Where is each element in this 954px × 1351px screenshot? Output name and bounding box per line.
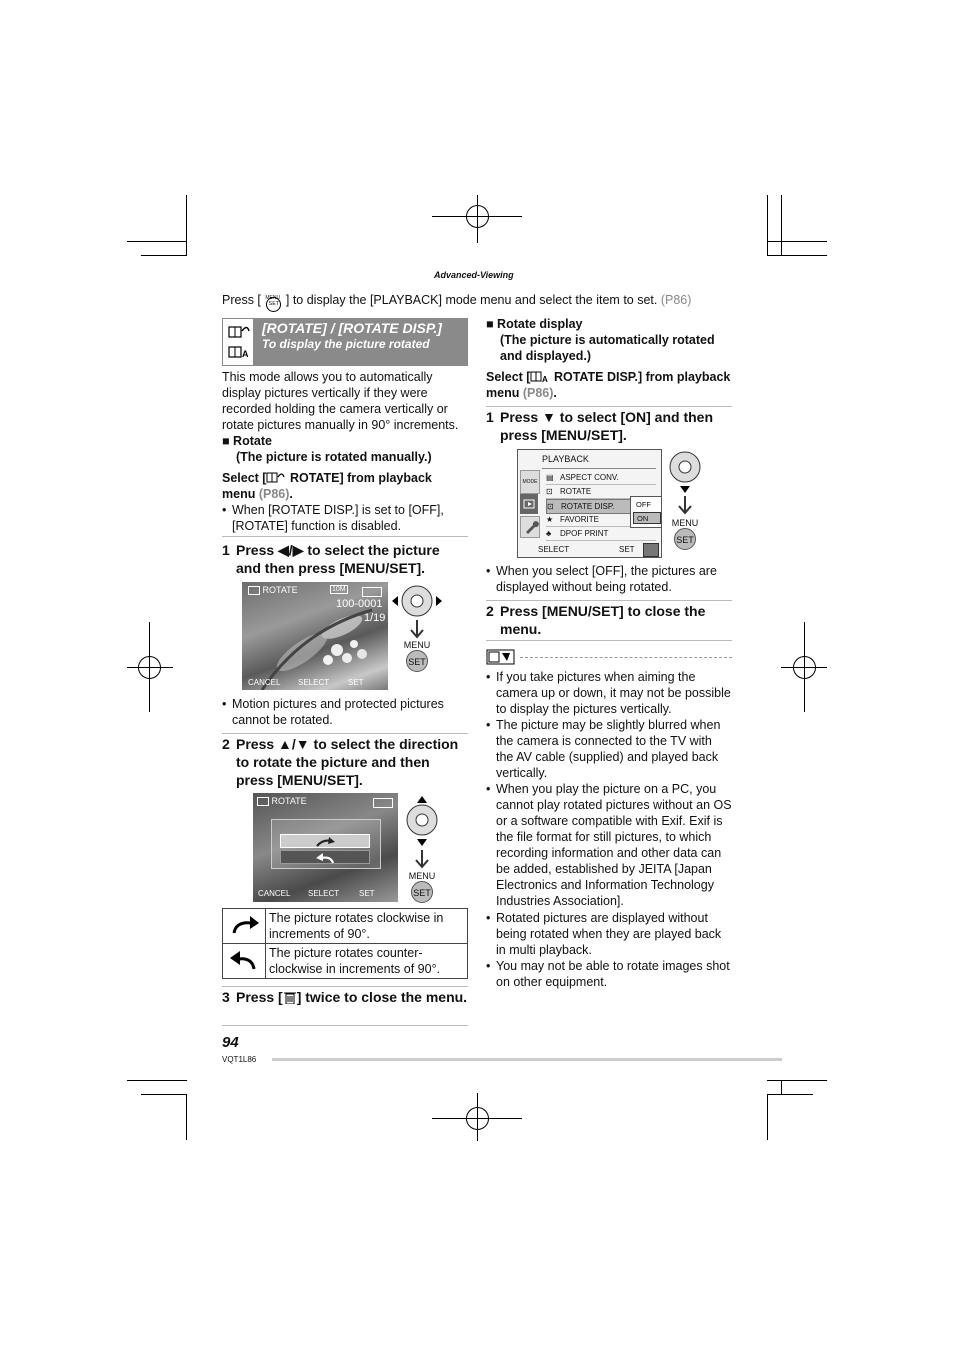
crop-mark [767, 1094, 768, 1140]
crop-mark [767, 1094, 813, 1095]
menu-item-label: DPOF PRINT [560, 529, 609, 538]
note-text: You may not be able to rotate images shot on other equipment. [496, 959, 730, 989]
aspect-icon: ▤ [546, 473, 554, 482]
right-step2-text: Press [MENU/SET] to close the menu. [500, 603, 706, 637]
banner-title: [ROTATE] / [ROTATE DISP.] [262, 320, 442, 336]
select-ref: (P86) [522, 386, 554, 400]
down-arrow-icon [676, 496, 694, 516]
registration-mark [138, 656, 161, 679]
divider [222, 986, 468, 987]
footer-set: SET [619, 545, 635, 554]
table-text-cell: The picture rotates clockwise in increments of 90°. [266, 909, 468, 944]
menu-item-label: FAVORITE [560, 515, 599, 524]
intro-line [222, 292, 691, 309]
battery-icon [373, 798, 393, 808]
rotate-icon [223, 319, 253, 365]
print-icon: ♣ [546, 529, 552, 538]
banner-subtitle: To display the picture rotated [262, 337, 430, 351]
note-icon [486, 649, 516, 666]
registration-mark [466, 1107, 489, 1130]
cursor-pad-up-down [404, 795, 440, 847]
select-suffix: ROTATE] from playback menu [222, 471, 432, 501]
heading-text: Rotate [233, 434, 272, 448]
rotate-display-icon: ⊡ [547, 502, 554, 511]
step3-post: ] twice to close the menu. [296, 989, 468, 1005]
divider [222, 733, 468, 734]
note-divider [520, 657, 732, 658]
footer-select: SELECT [538, 545, 570, 554]
list-item: • When you select [OFF], the pictures are displayed without being rotated. [486, 563, 732, 597]
picture-count: 1/19 [364, 612, 386, 624]
select-end: . [553, 386, 557, 400]
crop-mark [127, 241, 187, 242]
note-text: If you take pictures when aiming the camera up or down, it may not be possible to display the pictures vertically. [496, 670, 731, 716]
crop-mark [767, 255, 827, 256]
footer-select: SELECT [308, 889, 340, 898]
playback-tab[interactable] [520, 494, 538, 514]
table-icon-cell [223, 944, 266, 979]
divider [486, 600, 732, 601]
table-row [223, 944, 468, 979]
select-rotate-disp-instruction [486, 369, 732, 401]
registration-mark [466, 205, 489, 228]
cursor-pad-down [668, 450, 702, 496]
footer-select: SELECT [298, 678, 330, 687]
svg-text:A: A [542, 375, 549, 383]
rotate-counterclockwise-icon [228, 948, 260, 970]
mode-tab[interactable]: MODE [520, 470, 540, 494]
step3-text [236, 988, 468, 1006]
section-banner [222, 318, 468, 366]
rotate-display-subheading: (The picture is automatically rotated and displayed.) [500, 333, 715, 363]
option-clockwise[interactable] [280, 834, 370, 848]
note-text: Rotated pictures are displayed without being rotated when they are played back in multi playback. [496, 911, 722, 957]
menu-item-label: ROTATE [560, 487, 592, 496]
step-number: 1 [222, 542, 230, 558]
crop-mark [781, 1080, 782, 1094]
rotate-heading [222, 433, 272, 449]
option-counterclockwise[interactable] [280, 850, 370, 864]
note-text: When [ROTATE DISP.] is set to [OFF], [ROTATE] function is disabled. [232, 503, 444, 533]
list-item: • When you play the picture on a PC, you cannot play rotated pictures without an OS or a software compatible with Exif. Exif is the file format for still pictures, to which recording information and other data can be added, established by JEITA [Japan Electronics and Information Technology Industries Association]. [486, 782, 732, 908]
heading-mark: ■ [222, 434, 230, 448]
list-item: • When [ROTATE DISP.] is set to [OFF], [ROTATE] function is disabled. [222, 502, 468, 536]
option-on[interactable]: ON [633, 512, 661, 524]
trash-icon [283, 990, 297, 1004]
wrench-icon [521, 517, 539, 537]
footer-set: SET [359, 889, 375, 898]
divider [222, 1025, 468, 1026]
list-item: • If you take pictures when aiming the camera up or down, it may not be possible to display the pictures vertically. [486, 670, 731, 716]
file-number: 100-0001 [336, 598, 383, 610]
playback-menu-screen [517, 449, 662, 558]
crop-mark [767, 195, 768, 255]
select-end: . [289, 487, 293, 501]
step1-text: Press ◀/▶ to select the picture and then press [MENU/SET]. [236, 542, 440, 576]
camera-screen-rotate-direction [253, 793, 398, 902]
crop-mark [186, 195, 187, 255]
table-row [223, 909, 468, 944]
step-number: 2 [486, 603, 494, 619]
rotate-clockwise-icon [228, 913, 260, 935]
down-arrow-icon [408, 620, 426, 640]
camera-screen-rotate [242, 582, 388, 690]
rotate-display-heading [486, 316, 582, 332]
menu-label: MENU [671, 518, 699, 528]
crop-mark [781, 195, 782, 255]
crop-mark [141, 1094, 187, 1095]
footer-cancel: CANCEL [258, 889, 291, 898]
setup-tab[interactable] [520, 516, 540, 538]
menu-set-button: SET [406, 650, 428, 672]
menu-item-label: ROTATE DISP. [561, 502, 615, 511]
divider [222, 536, 468, 537]
registration-mark [793, 656, 816, 679]
note-text: When you play the picture on a PC, you cannot play rotated pictures without an OS or a software compatible with Exif. Exif is the file format for still pictures, to which recording information and other data can be added, established by JEITA [Japan Electronics and Information Technology Industries Association]. [496, 782, 732, 908]
playback-icon [520, 494, 538, 514]
crop-mark [767, 1080, 827, 1081]
footer-bar [272, 1058, 782, 1061]
menu-item-dpof-print[interactable] [546, 527, 656, 541]
set-button-icon [643, 543, 659, 557]
select-rotate-instruction [222, 470, 468, 502]
list-item: • Motion pictures and protected pictures cannot be rotated. [222, 696, 468, 730]
menu-label: MENU [408, 871, 436, 881]
menu-item-aspect-conv[interactable] [546, 471, 656, 485]
crop-mark [127, 1080, 187, 1081]
menu-set-button: SET [411, 881, 433, 903]
table-text-cell: The picture rotates counter-clockwise in increments of 90°. [266, 944, 468, 979]
screen-label [248, 585, 298, 595]
divider [486, 406, 732, 407]
note-text: When you select [OFF], the pictures are displayed without being rotated. [496, 564, 717, 594]
screen-label-text: ROTATE [262, 585, 298, 595]
size-badge: 10M [332, 586, 346, 593]
list-item: • You may not be able to rotate images shot on other equipment. [486, 958, 732, 990]
svg-text:A: A [242, 349, 249, 359]
step-number: 3 [222, 989, 230, 1005]
table-icon-cell [223, 909, 266, 944]
battery-icon [362, 587, 382, 597]
document-code: VQT1L86 [222, 1055, 257, 1064]
menu-item-label: ASPECT CONV. [560, 473, 619, 482]
menu-divider [542, 468, 656, 469]
intro-text: ] to display the [PLAYBACK] mode menu and select the item to set. [285, 293, 658, 307]
down-arrow-icon [413, 850, 431, 870]
step3-pre: Press [ [236, 989, 283, 1005]
menu-set-icon [264, 293, 282, 309]
select-suffix: ROTATE DISP.] from playback menu [486, 370, 731, 400]
set-icon-label: SET [266, 297, 281, 312]
cursor-pad-left-right [390, 584, 444, 618]
intro-ref: (P86) [660, 293, 692, 307]
option-popup [630, 496, 662, 528]
rotate-clockwise-icon [281, 836, 369, 848]
crop-mark [186, 1094, 187, 1140]
intro-press: Press [ [222, 293, 261, 307]
select-prefix: Select [ [222, 471, 267, 485]
rotate-subheading: (The picture is rotated manually.) [236, 450, 432, 464]
rotate-dialog [271, 819, 381, 869]
heading-mark: ■ [486, 317, 494, 331]
menu-icon-label: MENU [265, 294, 281, 301]
divider [486, 640, 732, 641]
rotate-icon [266, 471, 286, 483]
menu-set-button: SET [674, 528, 696, 550]
rotate-counterclockwise-icon [281, 852, 369, 864]
option-off[interactable]: OFF [636, 500, 651, 509]
select-prefix: Select [ [486, 370, 531, 384]
page-number: 94 [222, 1034, 239, 1051]
list-item: • The picture may be slightly blurred when the camera is connected to the TV with the AV cable (supplied) and played back vertically. [486, 717, 732, 781]
banner-icon-box [222, 318, 254, 366]
right-step1-text: Press ▼ to select [ON] and then press [MENU/SET]. [500, 409, 714, 443]
rotate-icon: ⊡ [546, 487, 553, 496]
rotation-table [222, 908, 468, 979]
list-item: • Rotated pictures are displayed without being rotated when they are played back in multi playback. [486, 910, 732, 958]
note-text: The picture may be slightly blurred when the camera is connected to the TV with the AV cable (supplied) and played back vertically. [496, 718, 721, 780]
crop-mark [767, 241, 827, 242]
step-number: 2 [222, 736, 230, 752]
section-header: Advanced-Viewing [434, 270, 514, 280]
screen-label [257, 796, 307, 806]
rotate-display-icon [530, 370, 550, 383]
crop-mark [141, 255, 187, 256]
step2-text: Press ▲/▼ to select the direction to rotate the picture and then press [MENU/SET]. [236, 736, 459, 788]
description: This mode allows you to automatically display pictures vertically if they were recorded holding the camera vertically or rotate pictures manually in 90° increments. [222, 370, 459, 432]
footer-cancel: CANCEL [248, 678, 281, 687]
footer-set: SET [348, 678, 364, 687]
menu-label: MENU [403, 640, 431, 650]
step-number: 1 [486, 409, 494, 425]
select-ref: (P86) [258, 487, 290, 501]
screen-label-text: ROTATE [271, 796, 307, 806]
note-text: Motion pictures and protected pictures cannot be rotated. [232, 697, 444, 727]
star-icon: ★ [546, 515, 554, 524]
menu-title: PLAYBACK [542, 454, 589, 464]
heading-text: Rotate display [497, 317, 583, 331]
